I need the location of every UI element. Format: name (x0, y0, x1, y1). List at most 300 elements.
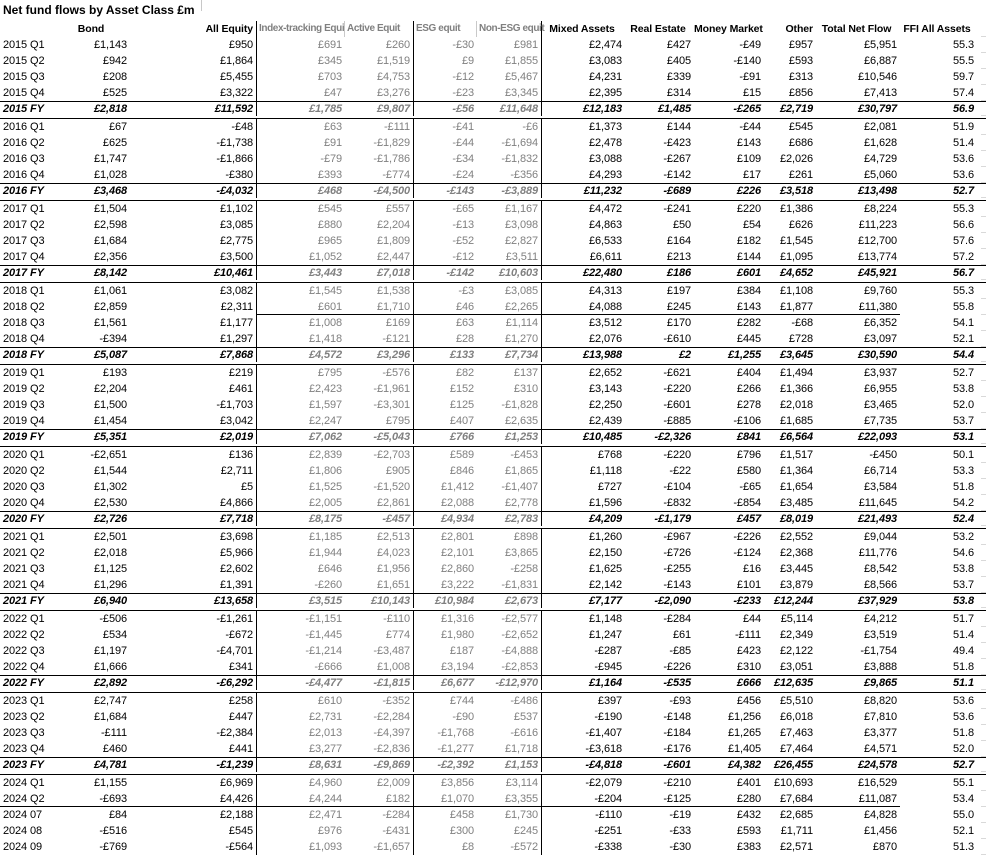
cell-active[interactable]: -£1,657 (345, 839, 414, 855)
cell-money_market[interactable]: £15 (742, 87, 761, 99)
cell-all_equity[interactable]: -£1,239 (130, 758, 257, 772)
cell-active[interactable]: -£111 (345, 119, 414, 135)
cell-bond[interactable]: £1,666 (93, 661, 127, 673)
cell-non_esg[interactable]: £2,783 (477, 512, 542, 526)
cell-total[interactable]: £3,377 (863, 727, 897, 739)
cell-other[interactable]: £1,517 (779, 449, 813, 461)
row-label[interactable]: 2024 07 (3, 809, 43, 821)
cell-other[interactable]: £4,652 (779, 267, 813, 279)
cell-all_equity[interactable]: £3,085 (130, 217, 257, 233)
cell-active[interactable]: -£352 (345, 693, 414, 709)
cell-active[interactable]: £1,538 (345, 283, 414, 299)
cell-all_equity[interactable]: -£564 (130, 839, 257, 855)
cell-real_estate[interactable]: -£176 (663, 743, 691, 755)
cell-total[interactable]: £9,760 (863, 285, 897, 297)
cell-ffi[interactable]: 52.7 (952, 759, 974, 771)
cell-money_market[interactable]: £1,255 (727, 349, 761, 361)
cell-index_tracking[interactable]: -£1,151 (305, 613, 342, 625)
cell-index_tracking[interactable]: -£79 (320, 153, 342, 165)
cell-total[interactable]: £6,887 (863, 55, 897, 67)
cell-money_market[interactable]: £4,382 (727, 759, 761, 771)
cell-money_market[interactable]: £401 (736, 777, 761, 789)
cell-money_market[interactable]: £17 (742, 169, 761, 181)
cell-mixed[interactable]: £2,478 (588, 137, 622, 149)
cell-total[interactable]: £3,937 (863, 367, 897, 379)
cell-money_market[interactable]: £101 (736, 579, 761, 591)
cell-other[interactable]: £2,026 (779, 153, 813, 165)
cell-bond[interactable]: -£769 (99, 841, 127, 853)
cell-esg[interactable]: £744 (449, 695, 474, 707)
cell-esg[interactable]: £187 (449, 645, 474, 657)
cell-esg[interactable]: £589 (449, 449, 474, 461)
cell-all_equity[interactable]: -£4,032 (130, 184, 257, 198)
cell-bond[interactable]: £208 (102, 71, 127, 83)
cell-all_equity[interactable]: £2,711 (130, 463, 257, 479)
cell-non_esg[interactable]: £1,253 (477, 430, 542, 444)
cell-total[interactable]: £13,774 (857, 251, 897, 263)
cell-other[interactable]: £1,545 (779, 235, 813, 247)
cell-money_market[interactable]: £182 (736, 235, 761, 247)
cell-bond[interactable]: £1,504 (93, 203, 127, 215)
cell-total[interactable]: £4,571 (863, 743, 897, 755)
cell-mixed[interactable]: £11,232 (583, 185, 622, 197)
cell-ffi[interactable]: 51.8 (952, 661, 974, 673)
cell-active[interactable]: £182 (345, 791, 414, 807)
cell-money_market[interactable]: £226 (736, 185, 761, 197)
cell-real_estate[interactable]: £245 (625, 299, 694, 315)
cell-real_estate[interactable]: -£2,090 (654, 595, 691, 607)
cell-other[interactable]: £8,019 (779, 513, 813, 525)
cell-all_equity[interactable]: £1,297 (130, 331, 257, 347)
row-label[interactable]: 2022 Q2 (3, 629, 45, 641)
cell-ffi[interactable]: 56.7 (952, 267, 974, 279)
cell-index_tracking[interactable]: £1,185 (308, 531, 342, 543)
cell-bond[interactable]: -£506 (99, 613, 127, 625)
cell-bond[interactable]: -£111 (100, 727, 127, 739)
cell-total[interactable]: £6,714 (863, 465, 897, 477)
cell-non_esg[interactable]: £3,865 (477, 545, 542, 561)
cell-total[interactable]: £3,888 (863, 661, 897, 673)
cell-real_estate[interactable]: -£142 (663, 169, 691, 181)
cell-bond[interactable]: -£516 (99, 825, 127, 837)
cell-real_estate[interactable]: £213 (666, 251, 691, 263)
cell-non_esg[interactable]: -£6 (477, 119, 542, 135)
cell-active[interactable]: £169 (345, 315, 414, 331)
row-label[interactable]: 2015 FY (3, 103, 44, 115)
cell-index_tracking[interactable]: £3,277 (308, 743, 342, 755)
cell-total[interactable]: £7,413 (863, 87, 897, 99)
cell-total[interactable]: £9,865 (863, 677, 897, 689)
cell-total[interactable]: £3,465 (863, 399, 897, 411)
cell-all_equity[interactable]: £2,775 (130, 233, 257, 249)
cell-money_market[interactable]: -£65 (739, 481, 761, 493)
cell-esg[interactable]: £152 (449, 383, 474, 395)
cell-other[interactable]: £7,463 (779, 727, 813, 739)
cell-bond[interactable]: £2,859 (93, 301, 127, 313)
row-label[interactable]: 2023 Q4 (3, 743, 45, 755)
cell-esg[interactable]: -£23 (452, 87, 474, 99)
cell-bond[interactable]: £1,747 (93, 153, 127, 165)
cell-other[interactable]: £12,244 (773, 595, 813, 607)
cell-real_estate[interactable]: £186 (666, 267, 691, 279)
cell-total[interactable]: £8,542 (863, 563, 897, 575)
cell-mixed[interactable]: £4,313 (588, 285, 622, 297)
cell-ffi[interactable]: 51.3 (952, 841, 974, 853)
cell-real_estate[interactable]: -£19 (669, 809, 691, 821)
cell-esg[interactable]: £1,412 (440, 481, 474, 493)
cell-ffi[interactable]: 55.3 (952, 203, 974, 215)
cell-real_estate[interactable]: -£220 (663, 383, 691, 395)
cell-index_tracking[interactable]: £1,597 (308, 399, 342, 411)
cell-mixed[interactable]: -£945 (594, 661, 622, 673)
cell-mixed[interactable]: £2,439 (588, 415, 622, 427)
cell-money_market[interactable]: -£226 (733, 531, 761, 543)
cell-all_equity[interactable]: -£2,384 (130, 725, 257, 741)
cell-active[interactable]: £2,009 (345, 775, 414, 791)
cell-non_esg[interactable]: -£616 (477, 725, 542, 741)
cell-all_equity[interactable]: -£4,701 (130, 643, 257, 659)
row-label[interactable]: 2022 Q4 (3, 661, 45, 673)
cell-total[interactable]: £6,352 (863, 317, 897, 329)
cell-active[interactable]: £1,710 (345, 299, 414, 315)
cell-mixed[interactable]: £768 (597, 449, 622, 461)
cell-real_estate[interactable]: £314 (666, 87, 691, 99)
cell-total[interactable]: £6,955 (863, 383, 897, 395)
cell-money_market[interactable]: -£124 (733, 547, 761, 559)
cell-real_estate[interactable]: -£125 (625, 791, 694, 807)
cell-bond[interactable]: £2,726 (93, 513, 127, 525)
cell-active[interactable]: -£1,815 (345, 676, 414, 690)
cell-real_estate[interactable]: -£22 (669, 465, 691, 477)
cell-bond[interactable]: £2,892 (93, 677, 127, 689)
cell-all_equity[interactable]: £4,426 (130, 791, 257, 807)
cell-bond[interactable]: -£2,651 (90, 449, 127, 461)
row-label[interactable]: 2018 Q1 (3, 285, 45, 297)
cell-bond[interactable]: £1,061 (93, 285, 127, 297)
cell-real_estate[interactable]: -£104 (663, 481, 691, 493)
cell-index_tracking[interactable]: -£1,214 (305, 645, 342, 657)
cell-non_esg[interactable]: £3,085 (477, 283, 542, 299)
cell-bond[interactable]: £2,204 (93, 383, 127, 395)
cell-esg[interactable]: £82 (455, 367, 474, 379)
cell-index_tracking[interactable]: £880 (317, 219, 342, 231)
cell-bond[interactable]: £534 (102, 629, 127, 641)
cell-money_market[interactable]: -£106 (733, 415, 761, 427)
cell-total[interactable]: £11,087 (816, 791, 900, 807)
cell-non_esg[interactable]: £898 (477, 529, 542, 545)
cell-ffi[interactable]: 54.6 (952, 547, 974, 559)
cell-ffi[interactable]: 51.8 (952, 727, 974, 739)
col-header-ffi[interactable]: FFI All Assets (903, 23, 971, 35)
cell-ffi[interactable]: 57.4 (952, 87, 974, 99)
cell-non_esg[interactable]: £1,153 (477, 758, 542, 772)
cell-index_tracking[interactable]: £4,244 (257, 791, 345, 807)
cell-total[interactable]: £11,223 (858, 219, 897, 231)
cell-money_market[interactable]: £143 (736, 137, 761, 149)
cell-money_market[interactable]: -£233 (733, 595, 761, 607)
cell-ffi[interactable]: 53.6 (952, 169, 974, 181)
cell-ffi[interactable]: 53.7 (952, 579, 974, 591)
cell-active[interactable]: -£3,301 (345, 397, 414, 413)
cell-esg[interactable]: £2,101 (440, 547, 474, 559)
cell-esg[interactable]: £766 (449, 431, 474, 443)
cell-mixed[interactable]: -£338 (594, 841, 622, 853)
cell-money_market[interactable]: £593 (736, 825, 761, 837)
cell-active[interactable]: -£457 (345, 512, 414, 526)
cell-ffi[interactable]: 53.8 (952, 563, 974, 575)
cell-real_estate[interactable]: -£220 (663, 449, 691, 461)
cell-index_tracking[interactable]: £1,785 (308, 103, 342, 115)
cell-active[interactable]: £2,447 (345, 249, 414, 265)
cell-money_market[interactable]: £54 (742, 219, 761, 231)
row-label[interactable]: 2024 Q1 (3, 777, 45, 789)
cell-index_tracking[interactable]: £4,960 (308, 777, 342, 789)
cell-mixed[interactable]: £4,472 (588, 203, 622, 215)
cell-esg[interactable]: -£12 (452, 71, 474, 83)
cell-all_equity[interactable]: -£672 (130, 627, 257, 643)
cell-ffi[interactable]: 51.1 (952, 677, 974, 689)
cell-active[interactable]: £2,513 (345, 529, 414, 545)
cell-money_market[interactable]: £404 (736, 367, 761, 379)
row-label[interactable]: 2016 Q1 (3, 121, 45, 133)
cell-esg[interactable]: -£34 (452, 153, 474, 165)
cell-total[interactable]: £7,735 (863, 415, 897, 427)
cell-money_market[interactable]: £266 (736, 383, 761, 395)
col-header-other[interactable]: Other (785, 23, 813, 35)
cell-mixed[interactable]: -£4,818 (585, 759, 622, 771)
cell-real_estate[interactable]: -£30 (669, 841, 691, 853)
cell-index_tracking[interactable]: £2,839 (308, 449, 342, 461)
cell-index_tracking[interactable]: -£4,477 (305, 677, 342, 689)
cell-money_market[interactable]: £384 (736, 285, 761, 297)
cell-non_esg[interactable]: £1,855 (477, 53, 542, 69)
cell-non_esg[interactable]: £537 (477, 709, 542, 725)
cell-all_equity[interactable]: £1,391 (130, 577, 257, 593)
cell-mixed[interactable]: £7,177 (588, 595, 622, 607)
cell-bond[interactable]: £1,296 (93, 579, 127, 591)
cell-index_tracking[interactable]: £2,013 (308, 727, 342, 739)
cell-active[interactable]: £2,204 (345, 217, 414, 233)
cell-index_tracking[interactable]: £965 (317, 235, 342, 247)
cell-index_tracking[interactable]: £2,005 (308, 497, 342, 509)
cell-real_estate[interactable]: £164 (666, 235, 691, 247)
cell-active[interactable]: £4,753 (345, 69, 414, 85)
cell-active[interactable]: £1,651 (345, 577, 414, 593)
cell-mixed[interactable]: £6,611 (589, 251, 622, 263)
cell-all_equity[interactable]: £13,658 (130, 594, 257, 608)
cell-active[interactable]: -£121 (345, 331, 414, 347)
cell-other[interactable]: £313 (788, 71, 813, 83)
cell-total[interactable]: £8,224 (863, 203, 897, 215)
cell-bond[interactable]: £2,598 (93, 219, 127, 231)
cell-bond[interactable]: £1,684 (93, 235, 127, 247)
cell-total[interactable]: £8,566 (863, 579, 897, 591)
cell-ffi[interactable]: 53.4 (952, 793, 974, 805)
cell-total[interactable]: £7,810 (863, 711, 897, 723)
cell-bond[interactable]: £5,087 (93, 349, 127, 361)
cell-ffi[interactable]: 55.3 (952, 39, 974, 51)
row-label[interactable]: 2016 Q4 (3, 169, 45, 181)
cell-total[interactable]: £22,093 (857, 431, 897, 443)
cell-esg[interactable]: -£1,277 (437, 743, 474, 755)
cell-non_esg[interactable]: -£1,828 (477, 397, 542, 413)
cell-mixed[interactable]: -£251 (594, 825, 622, 837)
cell-other[interactable]: £1,685 (779, 415, 813, 427)
cell-index_tracking[interactable]: £2,423 (308, 383, 342, 395)
row-label[interactable]: 2015 Q3 (3, 71, 45, 83)
cell-mixed[interactable]: £2,150 (588, 547, 622, 559)
cell-real_estate[interactable]: -£535 (663, 677, 691, 689)
cell-mixed[interactable]: £3,088 (588, 153, 622, 165)
cell-active[interactable]: -£4,397 (345, 725, 414, 741)
cell-real_estate[interactable]: -£601 (663, 399, 691, 411)
cell-non_esg[interactable]: £3,114 (477, 775, 542, 791)
cell-non_esg[interactable]: -£1,832 (477, 151, 542, 167)
cell-esg[interactable]: -£56 (452, 103, 474, 115)
cell-all_equity[interactable]: £2,188 (130, 807, 257, 823)
cell-index_tracking[interactable]: £703 (317, 71, 342, 83)
cell-all_equity[interactable]: £341 (130, 659, 257, 675)
cell-other[interactable]: £2,349 (779, 629, 813, 641)
cell-index_tracking[interactable]: £976 (317, 825, 342, 837)
cell-active[interactable]: -£284 (345, 807, 414, 823)
cell-mixed[interactable]: £397 (597, 695, 622, 707)
cell-non_esg[interactable]: £1,167 (477, 201, 542, 217)
cell-esg[interactable]: -£12 (452, 251, 474, 263)
cell-non_esg[interactable]: £2,265 (477, 299, 542, 315)
cell-active[interactable]: £2,861 (345, 495, 414, 511)
cell-ffi[interactable]: 53.6 (952, 711, 974, 723)
cell-mixed[interactable]: £1,247 (588, 629, 622, 641)
cell-all_equity[interactable]: £950 (130, 37, 257, 53)
row-label[interactable]: 2023 Q3 (3, 727, 45, 739)
cell-non_esg[interactable]: £2,827 (477, 233, 542, 249)
cell-bond[interactable]: £460 (102, 743, 127, 755)
cell-active[interactable]: -£3,487 (345, 643, 414, 659)
cell-money_market[interactable]: £666 (736, 677, 761, 689)
cell-active[interactable]: £1,809 (345, 233, 414, 249)
cell-money_market[interactable]: £310 (736, 661, 761, 673)
cell-active[interactable]: £905 (345, 463, 414, 479)
cell-esg[interactable]: £1,316 (440, 613, 474, 625)
cell-non_esg[interactable]: £1,730 (477, 807, 542, 823)
cell-non_esg[interactable]: -£2,577 (477, 611, 542, 627)
cell-ffi[interactable]: 54.4 (952, 349, 974, 361)
row-label[interactable]: 2017 FY (3, 267, 44, 279)
cell-non_esg[interactable]: -£2,853 (477, 659, 542, 675)
col-header-non_esg[interactable]: Non-ESG equit (477, 21, 542, 37)
cell-non_esg[interactable]: £5,467 (477, 69, 542, 85)
cell-active[interactable]: £795 (345, 413, 414, 429)
row-label[interactable]: 2019 Q2 (3, 383, 45, 395)
cell-bond[interactable]: £2,530 (93, 497, 127, 509)
cell-non_esg[interactable]: £3,355 (477, 791, 542, 807)
cell-index_tracking[interactable]: £795 (317, 367, 342, 379)
cell-active[interactable]: £3,296 (345, 348, 414, 362)
cell-bond[interactable]: -£693 (55, 791, 130, 807)
cell-esg[interactable]: £28 (455, 333, 474, 345)
cell-esg[interactable]: £133 (449, 349, 474, 361)
cell-other[interactable]: £5,114 (780, 613, 813, 625)
cell-all_equity[interactable]: £3,500 (130, 249, 257, 265)
cell-real_estate[interactable]: -£210 (663, 777, 691, 789)
cell-active[interactable]: £3,276 (345, 85, 414, 101)
cell-non_esg[interactable]: £1,865 (477, 463, 542, 479)
cell-bond[interactable]: -£394 (99, 333, 127, 345)
cell-bond[interactable]: £193 (102, 367, 127, 379)
cell-other[interactable]: £1,364 (779, 465, 813, 477)
cell-active[interactable]: -£774 (345, 167, 414, 183)
cell-real_estate[interactable]: -£885 (663, 415, 691, 427)
cell-other[interactable]: £7,464 (779, 743, 813, 755)
cell-money_market[interactable]: £423 (736, 645, 761, 657)
cell-active[interactable]: £1,008 (345, 659, 414, 675)
row-label[interactable]: 2018 Q2 (3, 301, 45, 313)
cell-all_equity[interactable]: £447 (130, 709, 257, 725)
cell-money_market[interactable]: £16 (742, 563, 761, 575)
cell-index_tracking[interactable]: £610 (317, 695, 342, 707)
cell-bond[interactable]: £2,501 (93, 531, 127, 543)
cell-total[interactable]: £1,456 (863, 825, 897, 837)
cell-money_market[interactable]: £432 (736, 809, 761, 821)
cell-money_market[interactable]: £1,265 (727, 727, 761, 739)
row-label[interactable]: 2024 09 (3, 841, 43, 853)
cell-mixed[interactable]: £22,480 (582, 267, 622, 279)
cell-bond[interactable]: £3,468 (93, 185, 127, 197)
cell-esg[interactable]: -£65 (452, 203, 474, 215)
cell-ffi[interactable]: 53.7 (952, 415, 974, 427)
cell-active[interactable]: -£2,703 (345, 447, 414, 463)
cell-non_esg[interactable]: -£1,831 (477, 577, 542, 593)
cell-all_equity[interactable]: £2,311 (130, 299, 257, 315)
row-label[interactable]: 2024 Q2 (0, 791, 55, 807)
cell-all_equity[interactable]: -£1,866 (130, 151, 257, 167)
cell-other[interactable]: £7,684 (764, 791, 816, 807)
cell-non_esg[interactable]: -£453 (477, 447, 542, 463)
cell-money_market[interactable]: £383 (736, 841, 761, 853)
cell-all_equity[interactable]: £2,019 (130, 430, 257, 444)
row-label[interactable]: 2020 Q1 (3, 449, 45, 461)
cell-total[interactable]: £10,546 (857, 71, 897, 83)
cell-esg[interactable]: £2,860 (440, 563, 474, 575)
cell-total[interactable]: £37,929 (857, 595, 897, 607)
cell-all_equity[interactable]: £3,322 (130, 85, 257, 101)
cell-index_tracking[interactable]: £1,052 (308, 251, 342, 263)
cell-esg[interactable]: £125 (449, 399, 474, 411)
cell-bond[interactable]: £1,544 (93, 465, 127, 477)
cell-esg[interactable]: £458 (449, 809, 474, 821)
cell-active[interactable]: £1,519 (345, 53, 414, 69)
cell-money_market[interactable]: £601 (736, 267, 761, 279)
cell-other[interactable]: £6,018 (779, 711, 813, 723)
cell-money_market[interactable]: £457 (736, 513, 761, 525)
cell-real_estate[interactable]: £2 (678, 349, 691, 361)
cell-all_equity[interactable]: £5,966 (130, 545, 257, 561)
cell-total[interactable]: £21,493 (857, 513, 897, 525)
cell-other[interactable]: £1,711 (780, 825, 813, 837)
cell-bond[interactable]: £1,155 (93, 777, 127, 789)
cell-active[interactable]: £260 (345, 37, 414, 53)
cell-mixed[interactable]: £4,863 (588, 219, 622, 231)
cell-mixed[interactable]: £1,625 (588, 563, 622, 575)
cell-mixed[interactable]: £2,652 (588, 367, 622, 379)
cell-other[interactable]: £1,494 (779, 367, 813, 379)
cell-esg[interactable]: £3,856 (440, 777, 474, 789)
cell-esg[interactable]: -£2,392 (437, 759, 474, 771)
cell-money_market[interactable]: £143 (694, 299, 764, 315)
col-header-mixed[interactable]: Mixed Assets (549, 23, 615, 35)
cell-index_tracking[interactable]: -£666 (314, 661, 342, 673)
